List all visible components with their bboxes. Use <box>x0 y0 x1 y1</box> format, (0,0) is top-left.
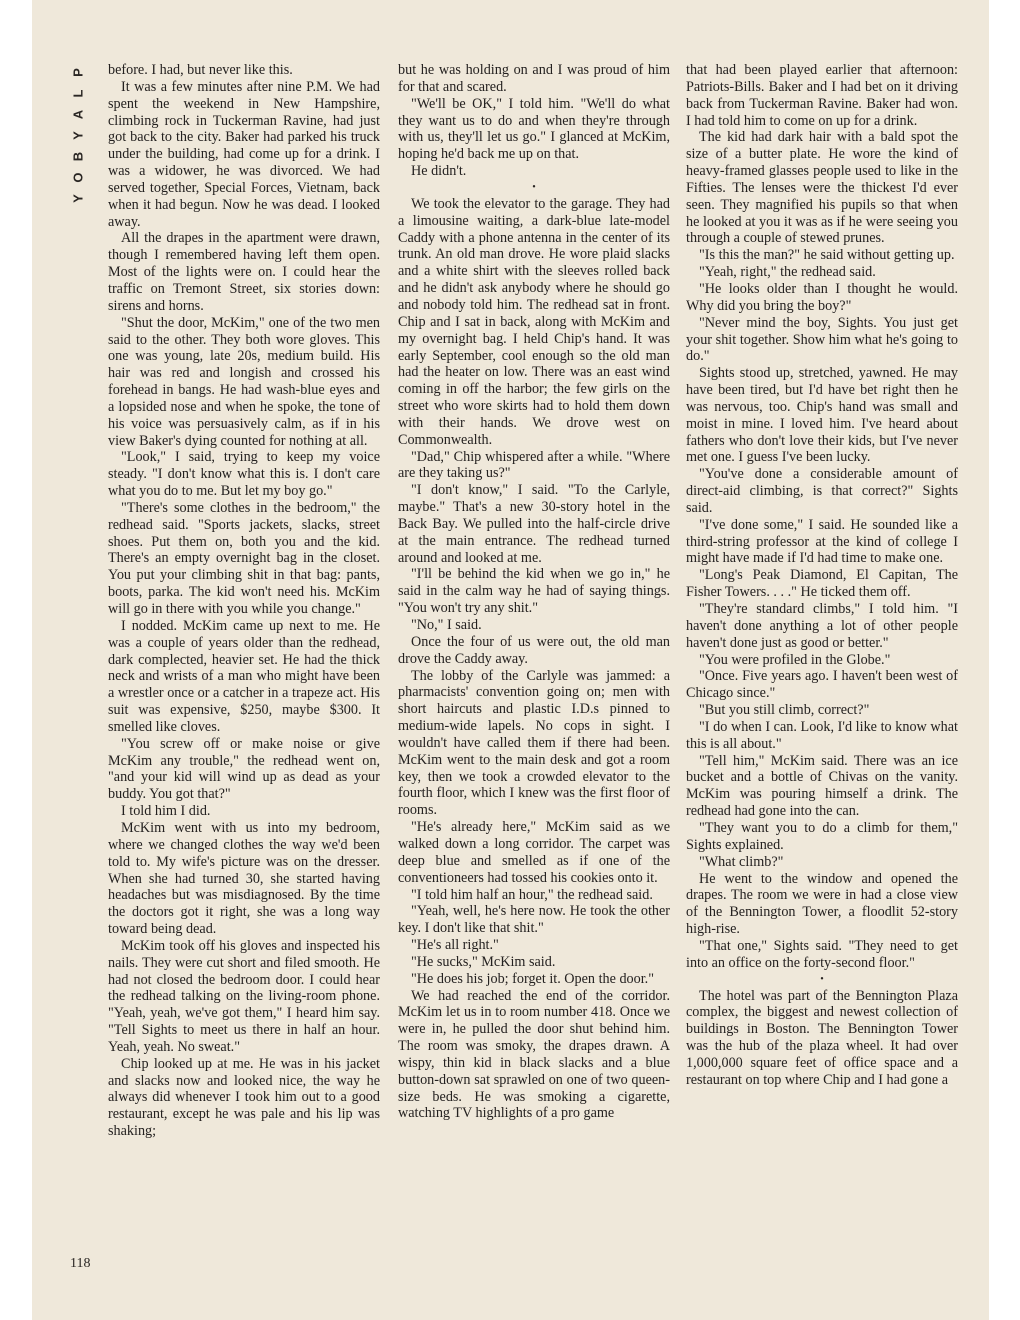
paragraph: "Look," I said, trying to keep my voice steady. "I don't know what this is. I don't care what you do to me. But let my boy go." <box>108 449 380 500</box>
paragraph: "Once. Five years ago. I haven't been west of Chicago since." <box>686 668 958 702</box>
masthead-letter: B <box>70 151 86 162</box>
paragraph: "Never mind the boy, Sights. You just get your shit together. Show him what he's going to do." <box>686 314 958 365</box>
paragraph: "I told him half an hour," the redhead said. <box>411 886 653 903</box>
paragraph: "He's already here," McKim said as we walked down a long corridor. The carpet was deep blue and smelled as if one of the conventioneers had tossed his cookies onto it. <box>398 819 670 886</box>
paragraph: before. I had, but never like this. <box>108 62 293 78</box>
paragraph: "I do when I can. Look, I'd like to know what this is all about." <box>686 718 958 752</box>
paragraph: "You've done a considerable amount of direct-aid climbing, is that correct?" Sights said. <box>686 466 958 516</box>
paragraph: "I don't know," I said. "To the Carlyle, maybe." That's a new 30-story hotel in the Back Bay. We pulled into the half-circle drive at the main entrance. The redhead turned around and looked at me. <box>398 482 670 566</box>
paragraph: We took the elevator to the garage. They had a limousine waiting, a dark-blue late-model Caddy with a phone antenna in the center of its trunk. An old man drove. He wore plaid slacks and a white shirt with the sleeves rolled back and he didn't ask anybody where he should go and nobody told him. The redhead sat in front. Chip and I sat in back, along with McKim and my overnight bag. I held Chip's hand. It was early September, cool enough so the old man had the heater on low. There was an east wind coming in off the harbor; the few girls on the street who wore skirts had to hold them down with their hands. We drove west on Commonwealth. <box>398 195 670 448</box>
paragraph: We had reached the end of the corridor. McKim let us in to room number 418. Once we were in, he pulled the door shut behind him. The room was smoky, the drapes drawn. A wispy, thin kid in black slacks and a blue button-down sat sprawled on one of two queen-size beds. He was smoking a cigarette, watching TV highlights of a pro game <box>398 987 670 1122</box>
paragraph: McKim went with us into my bedroom, where we changed clothes the way we'd been told to. My wife's picture was on the dresser. When she had turned 30, she started having headaches but was misdiagnosed. By the time the doctors got it right, she was a long way toward being dead. <box>108 819 380 938</box>
paragraph: The hotel was part of the Bennington Plaza complex, the biggest and newest collection of buildings in Boston. The Bennington Tower was the hub of the plaza wheel. It had over 1,000,000 square feet of office space and a restaurant on top where Chip and I had gone a <box>686 987 958 1088</box>
paragraph: Sights stood up, stretched, yawned. He may have been tired, but I'd have bet right then he was nervous, too. Chip's hand was small and moist in mine. I loved him. I've heard about fathers who don't love their kids, but I've never met one. I guess I've been lucky. <box>686 365 958 466</box>
paragraph: "No," I said. <box>411 617 482 633</box>
paragraph: "We'll be OK," I told him. "We'll do what they want us to do and when they're through with us, they'll let us go." I glanced at McKim, hoping he'd back me up on that. <box>398 95 670 163</box>
masthead-letter: O <box>70 172 86 183</box>
section-separator: • <box>820 973 824 985</box>
paragraph: "They're standard climbs," I told him. "I haven't done anything a lot of other people haven't done just as good or better." <box>686 601 958 651</box>
text-column-3 <box>686 62 958 1089</box>
masthead <box>68 62 88 209</box>
paragraph: "That one," Sights said. "They need to get into an office on the forty-second floor." <box>686 937 958 971</box>
paragraph: "I'll be behind the kid when we go in," he said in the calm way he had of saying things. "You won't try any shit." <box>398 566 670 617</box>
paragraph: I told him I did. <box>121 803 211 820</box>
paragraph: "He does his job; forget it. Open the door." <box>411 970 655 987</box>
masthead-letter: L <box>70 89 86 98</box>
masthead-letter: A <box>70 109 86 120</box>
paragraph: Chip looked up at me. He was in his jacket and slacks now and looked nice, the way he always did whenever I took him out to a good restaurant, except he was pale and his lip was shaking; <box>108 1055 380 1140</box>
paragraph: He didn't. <box>411 163 467 180</box>
paragraph: "What climb?" <box>699 853 784 870</box>
paragraph: "Shut the door, McKim," one of the two men said to the other. They both wore gloves. This one was young, late 20s, medium build. His hair was red and longish and crossed his forehead in bangs. He had wash-blue eyes and a lopsided nose and when he spoke, the tone of his voice was persuasively calm, as if in his view Baker's dying counted for nothing at all. <box>108 314 380 449</box>
paragraph: Once the four of us were out, the old man drove the Caddy away. <box>398 633 670 667</box>
paragraph: He went to the window and opened the drapes. The room we were in had a close view of the Bennington Tower, a floodlit 52-story high-rise. <box>686 870 958 938</box>
masthead-letter: P <box>70 68 86 77</box>
text-column-2 <box>398 62 670 1122</box>
paragraph: All the drapes in the apartment were drawn, though I remembered having left them open. Most of the lights were on. I could hear the traffic on Tremont Street, six stories down: sirens and horns. <box>108 230 380 314</box>
paragraph: I nodded. McKim came up next to me. He was a couple of years older than the redhead, dark complected, heavier set. He had the thick neck and wrists of a man who might have been a wrestler once or a catcher in a trapeze act. His suit was expensive, $250, maybe $300. It smelled like cloves. <box>108 617 380 735</box>
paragraph: "But you still climb, correct?" <box>699 702 870 719</box>
paragraph: "There's some clothes in the bedroom," the redhead said. "Sports jackets, slacks, street shoes. Put them on, both you and the kid. There's an empty overnight bag in the closet. You put your climbing shit in that bag: pants, boots, parka. The kid won't need his. McKim will go in there with you while you change." <box>108 499 380 617</box>
paragraph: "He looks older than I thought he would. Why did you bring the boy?" <box>686 280 958 314</box>
paragraph: "Yeah, well, he's here now. He took the other key. I don't like that shit." <box>398 903 670 937</box>
paragraph: "They want you to do a climb for them," Sights explained. <box>686 819 958 853</box>
paragraph: that had been played earlier that afternoon: Patriots-Bills. Baker and I had bet on it driving back from Tuckerman Ravine. Baker had won. I had told him to come on up for a drink. <box>686 62 958 129</box>
paragraph: "You were profiled in the Globe." <box>699 651 891 668</box>
paragraph: "You screw off or make noise or give McKim any trouble," the redhead went on, "and your kid will wind up as dead as your buddy. You got that?" <box>108 735 380 803</box>
paragraph: "Tell him," McKim said. There was an ice bucket and a bottle of Chivas on the vanity. McKim was pouring himself a drink. The redhead had gone into the can. <box>686 752 958 820</box>
paragraph: "I've done some," I said. He sounded like a third-string professor at the kind of college I might have made if I'd had time to make one. <box>686 516 958 567</box>
masthead-letter: Y <box>70 131 86 140</box>
paragraph: "He sucks," McKim said. <box>411 953 556 970</box>
paragraph: The kid had dark hair with a bald spot the size of a butter plate. He wore the kind of heavy-framed glasses people used to like in the Fifties. The lenses were the thickest I'd ever seen. They magnified his pupils so that when he looked at you it was as if he were seeing you through a couple of stewed prunes. <box>686 129 958 247</box>
text-column-1 <box>108 62 380 1140</box>
page-number: 118 <box>70 1256 91 1271</box>
paragraph: It was a few minutes after nine P.M. We had spent the weekend in New Hampshire, climbing rock in Tuckerman Ravine, had just got back to the city. Baker had parked his truck under the building, had come up for a drink. I was a widower, he was divorced. We had served together, Special Forces, Vietnam, back when it had begun. Now he was dead. I looked away. <box>108 78 380 230</box>
paragraph: "Is this the man?" he said without getting up. <box>699 247 955 264</box>
paragraph: "Long's Peak Diamond, El Capitan, The Fisher Towers. . . ." He ticked them off. <box>686 567 958 601</box>
paragraph: "Yeah, right," the redhead said. <box>699 264 876 281</box>
magazine-page <box>32 0 989 1320</box>
paragraph: "He's all right." <box>411 937 499 954</box>
paragraph: McKim took off his gloves and inspected his nails. They were cut short and filed smooth. He had not closed the bedroom door. I could hear the redhead talking on the living-room phone. "Yeah, yeah, we've got them," I heard him say. "Tell Sights to meet us there in half an hour. Yeah, yeah. No sweat." <box>108 937 380 1055</box>
masthead-letter: Y <box>70 194 86 203</box>
paragraph: The lobby of the Carlyle was jammed: a pharmacists' convention going on; men with short haircuts and plastic I.D.s pinned to medium-wide lapels. No cops in sight. I wouldn't have called them if there had been. McKim went to the main desk and got a room key, then we took a crowded elevator to the fourth floor, which I knew was the first floor of rooms. <box>398 667 670 819</box>
paragraph: but he was holding on and I was proud of him for that and scared. <box>398 62 670 95</box>
paragraph: "Dad," Chip whispered after a while. "Where are they taking us?" <box>398 448 670 482</box>
section-separator: • <box>532 181 536 193</box>
